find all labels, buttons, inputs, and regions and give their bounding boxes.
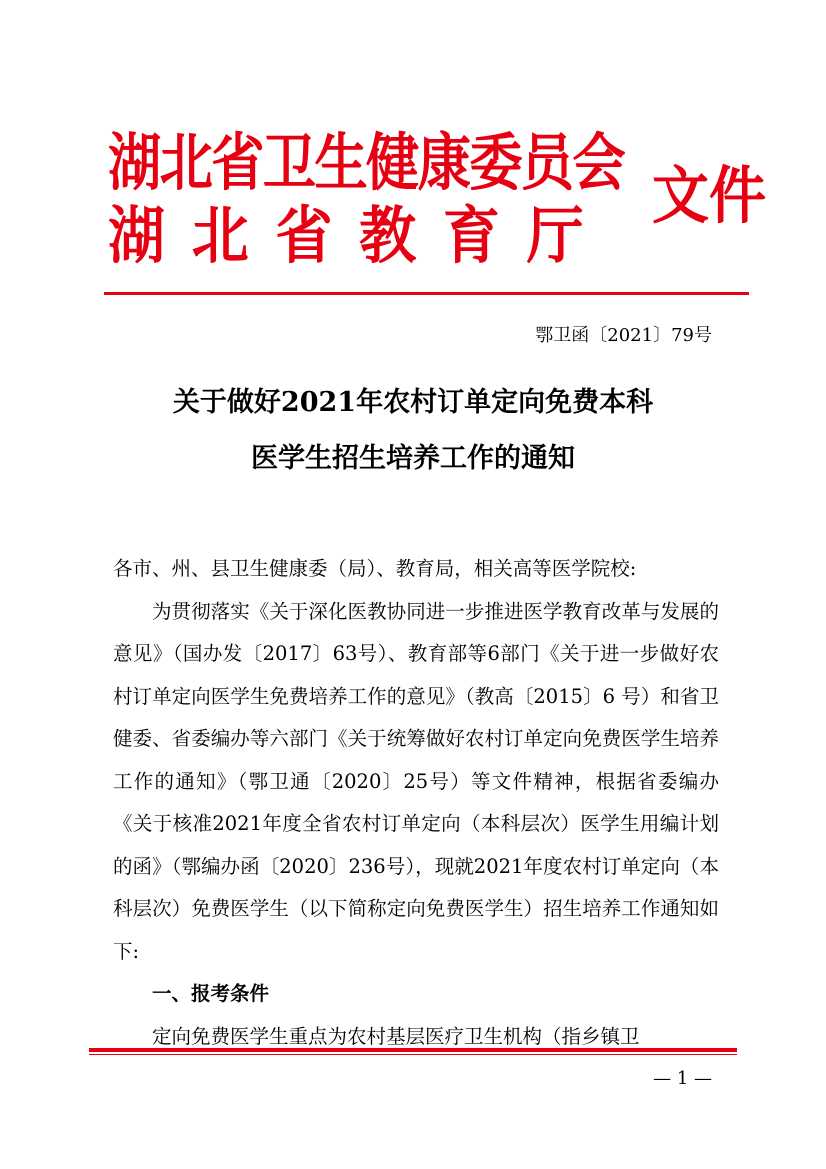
page-number: — 1 — — [653, 1068, 712, 1089]
document-title-line2: 医学生招生培养工作的通知 — [251, 443, 575, 474]
section-heading-1: 一、报考条件 — [152, 982, 270, 1005]
footer-red-rule-thin — [89, 1054, 737, 1055]
document-title-line1: 关于做好2021年农村订单定向免费本科 — [172, 387, 654, 418]
body-paragraph-1: 为贯彻落实《关于深化医教协同进一步推进医学教育改革与发展的意见》（国办发〔2017〕63号）、教育部等6部门《关于进一步做好农村订单定向医学生免费培养工作的意见》（教高〔2015〕6 号）和省卫健委、省委编办等六部门《关于统筹做好农村订单定向免费医学生培养工作的通知》（鄂卫通〔2020〕25号）等文件精神，根据省委编办《关于核准2021年度全省农村订单定向（本科层次）医学生用编计划的函》（鄂编办函〔2020〕236号），现就2021年度农村订单定向（本科层次）免费医学生（以下简称定向免费医学生）招生培养工作通知如下: — [113, 599, 719, 963]
header-red-rule — [104, 292, 749, 295]
issuing-org-education-dept: 湖北省教育厅 — [108, 199, 611, 272]
document-body — [113, 548, 719, 1058]
body-paragraph-2: 定向免费医学生重点为农村基层医疗卫生机构（指乡镇卫 — [152, 1024, 640, 1048]
document-number: 鄂卫函〔2021〕79号 — [535, 325, 712, 346]
addressee-line: 各市、州、县卫生健康委（局）、教育局，相关高等医学院校: — [113, 557, 637, 580]
issuing-org-health-commission: 湖北省卫生健康委员会 — [108, 126, 625, 199]
document-type-label: 文件 — [652, 159, 767, 232]
footer-red-rule-thick — [89, 1048, 737, 1052]
